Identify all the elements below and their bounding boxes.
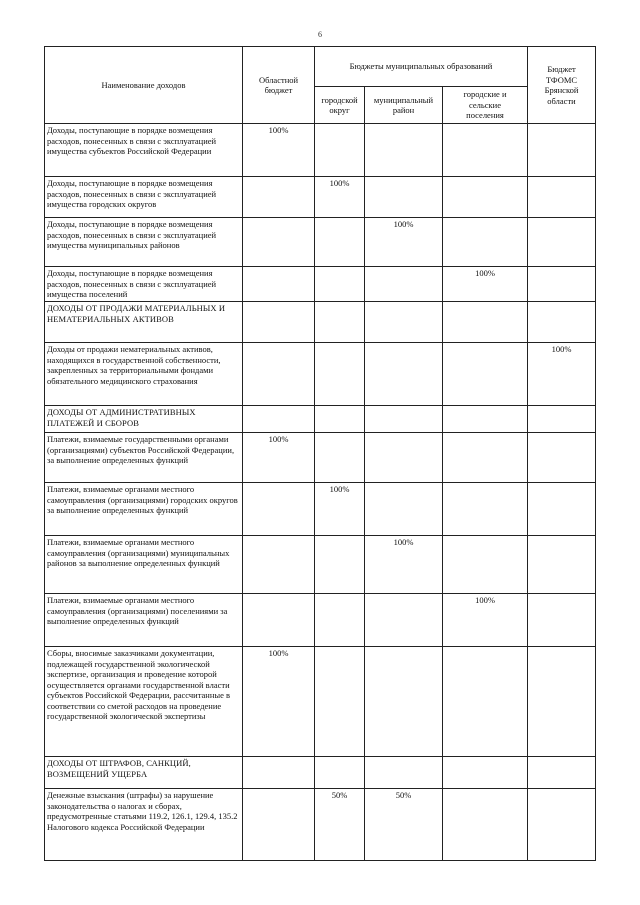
- settlements-cell: [443, 433, 528, 483]
- regional-budget-cell: [243, 594, 315, 647]
- settlements-cell: [443, 647, 528, 757]
- city-district-cell: [315, 647, 365, 757]
- empty-cell: [528, 302, 596, 343]
- regional-budget-cell: 100%: [243, 647, 315, 757]
- municipal-district-cell: 100%: [365, 536, 443, 594]
- regional-budget-cell: [243, 483, 315, 536]
- regional-budget-cell: [243, 789, 315, 861]
- empty-cell: [243, 406, 315, 433]
- city-district-cell: [315, 124, 365, 177]
- city-district-cell: [315, 267, 365, 302]
- table-row: [45, 789, 596, 861]
- section-row: [45, 757, 596, 789]
- section-title: ДОХОДЫ ОТ ПРОДАЖИ МАТЕРИАЛЬНЫХ И НЕМАТЕРИАЛЬНЫХ АКТИВОВ: [45, 302, 243, 343]
- tfoms-cell: [528, 267, 596, 302]
- municipal-district-cell: [365, 343, 443, 406]
- table-row: [45, 647, 596, 757]
- table-row: [45, 594, 596, 647]
- tfoms-cell: [528, 177, 596, 218]
- empty-cell: [315, 302, 365, 343]
- header-regional-budget: Областной бюджет: [243, 47, 315, 124]
- tfoms-cell: [528, 218, 596, 267]
- tfoms-cell: [528, 536, 596, 594]
- empty-cell: [315, 406, 365, 433]
- settlements-cell: [443, 218, 528, 267]
- header-settlements: городские и сельские поселения: [443, 87, 528, 124]
- regional-budget-cell: [243, 267, 315, 302]
- header-revenue-name: Наименование доходов: [45, 47, 243, 124]
- regional-budget-cell: [243, 343, 315, 406]
- municipal-district-cell: 50%: [365, 789, 443, 861]
- regional-budget-cell: [243, 536, 315, 594]
- section-row: [45, 302, 596, 343]
- revenue-name-cell: Доходы, поступающие в порядке возмещения расходов, понесенных в связи с эксплуатацией имущества субъектов Российской Федерации: [45, 124, 243, 177]
- header-municipal-district: муниципальный район: [365, 87, 443, 124]
- revenue-name-cell: Платежи, взимаемые органами местного самоуправления (организациями) поселениями за выполнение определенных функций: [45, 594, 243, 647]
- table-row: [45, 177, 596, 218]
- city-district-cell: [315, 343, 365, 406]
- city-district-cell: [315, 536, 365, 594]
- revenue-name-cell: Доходы, поступающие в порядке возмещения расходов, понесенных в связи с эксплуатацией имущества городских округов: [45, 177, 243, 218]
- city-district-cell: 50%: [315, 789, 365, 861]
- city-district-cell: 100%: [315, 483, 365, 536]
- municipal-district-cell: [365, 124, 443, 177]
- tfoms-cell: [528, 483, 596, 536]
- tfoms-cell: [528, 433, 596, 483]
- regional-budget-cell: [243, 177, 315, 218]
- revenue-distribution-table: [44, 46, 596, 861]
- section-title: ДОХОДЫ ОТ АДМИНИСТРАТИВНЫХ ПЛАТЕЖЕЙ И СБОРОВ: [45, 406, 243, 433]
- section-row: [45, 406, 596, 433]
- city-district-cell: [315, 433, 365, 483]
- revenue-name-cell: Платежи, взимаемые органами местного самоуправления (организациями) муниципальных районов за выполнение определенных функций: [45, 536, 243, 594]
- revenue-name-cell: Доходы от продажи нематериальных активов, находящихся в государственной собственности, закрепленных за территориальными фондами обязательного медицинского страхования: [45, 343, 243, 406]
- regional-budget-cell: 100%: [243, 124, 315, 177]
- header-municipal-budgets: Бюджеты муниципальных образований: [315, 47, 528, 87]
- empty-cell: [443, 406, 528, 433]
- settlements-cell: [443, 124, 528, 177]
- settlements-cell: [443, 177, 528, 218]
- municipal-district-cell: 100%: [365, 218, 443, 267]
- settlements-cell: 100%: [443, 594, 528, 647]
- tfoms-cell: 100%: [528, 343, 596, 406]
- city-district-cell: [315, 594, 365, 647]
- empty-cell: [365, 302, 443, 343]
- city-district-cell: 100%: [315, 177, 365, 218]
- page-number: 6: [318, 30, 322, 39]
- tfoms-cell: [528, 594, 596, 647]
- revenue-name-cell: Денежные взыскания (штрафы) за нарушение законодательства о налогах и сборах, предусмотренные статьями 119.2, 126.1, 129.4, 135.2 Налогового кодекса Российской Федерации: [45, 789, 243, 861]
- section-title: ДОХОДЫ ОТ ШТРАФОВ, САНКЦИЙ, ВОЗМЕЩЕНИЙ УЩЕРБА: [45, 757, 243, 789]
- empty-cell: [443, 302, 528, 343]
- municipal-district-cell: [365, 267, 443, 302]
- regional-budget-cell: 100%: [243, 433, 315, 483]
- table-body: [45, 124, 596, 861]
- table-row: [45, 433, 596, 483]
- table-row: [45, 218, 596, 267]
- empty-cell: [315, 757, 365, 789]
- settlements-cell: 100%: [443, 267, 528, 302]
- municipal-district-cell: [365, 594, 443, 647]
- empty-cell: [365, 406, 443, 433]
- tfoms-cell: [528, 647, 596, 757]
- revenue-name-cell: Платежи, взимаемые государственными органами (организациями) субъектов Российской Федерации, за выполнение определенных функций: [45, 433, 243, 483]
- empty-cell: [528, 406, 596, 433]
- municipal-district-cell: [365, 177, 443, 218]
- municipal-district-cell: [365, 433, 443, 483]
- table-row: [45, 536, 596, 594]
- empty-cell: [365, 757, 443, 789]
- revenue-name-cell: Доходы, поступающие в порядке возмещения расходов, понесенных в связи с эксплуатацией имущества поселений: [45, 267, 243, 302]
- header-tfoms-budget: Бюджет ТФОМС Брянской области: [528, 47, 596, 124]
- settlements-cell: [443, 483, 528, 536]
- table-row: [45, 124, 596, 177]
- revenue-name-cell: Сборы, вносимые заказчиками документации, подлежащей государственной экологической экспертизе, организация и проведение которой осуществляется органами государственной власти субъектов Российской Федерации, рассчитанные в соответствии со сметой расходов на проведение государственной экологической экспертизы: [45, 647, 243, 757]
- empty-cell: [528, 757, 596, 789]
- municipal-district-cell: [365, 483, 443, 536]
- revenue-name-cell: Платежи, взимаемые органами местного самоуправления (организациями) городских округов за выполнение определенных функций: [45, 483, 243, 536]
- municipal-district-cell: [365, 647, 443, 757]
- tfoms-cell: [528, 789, 596, 861]
- regional-budget-cell: [243, 218, 315, 267]
- settlements-cell: [443, 343, 528, 406]
- empty-cell: [443, 757, 528, 789]
- settlements-cell: [443, 789, 528, 861]
- table-row: [45, 343, 596, 406]
- tfoms-cell: [528, 124, 596, 177]
- city-district-cell: [315, 218, 365, 267]
- table-row: [45, 483, 596, 536]
- settlements-cell: [443, 536, 528, 594]
- header-city-district: городской округ: [315, 87, 365, 124]
- revenue-name-cell: Доходы, поступающие в порядке возмещения расходов, понесенных в связи с эксплуатацией имущества муниципальных районов: [45, 218, 243, 267]
- empty-cell: [243, 757, 315, 789]
- empty-cell: [243, 302, 315, 343]
- table-row: [45, 267, 596, 302]
